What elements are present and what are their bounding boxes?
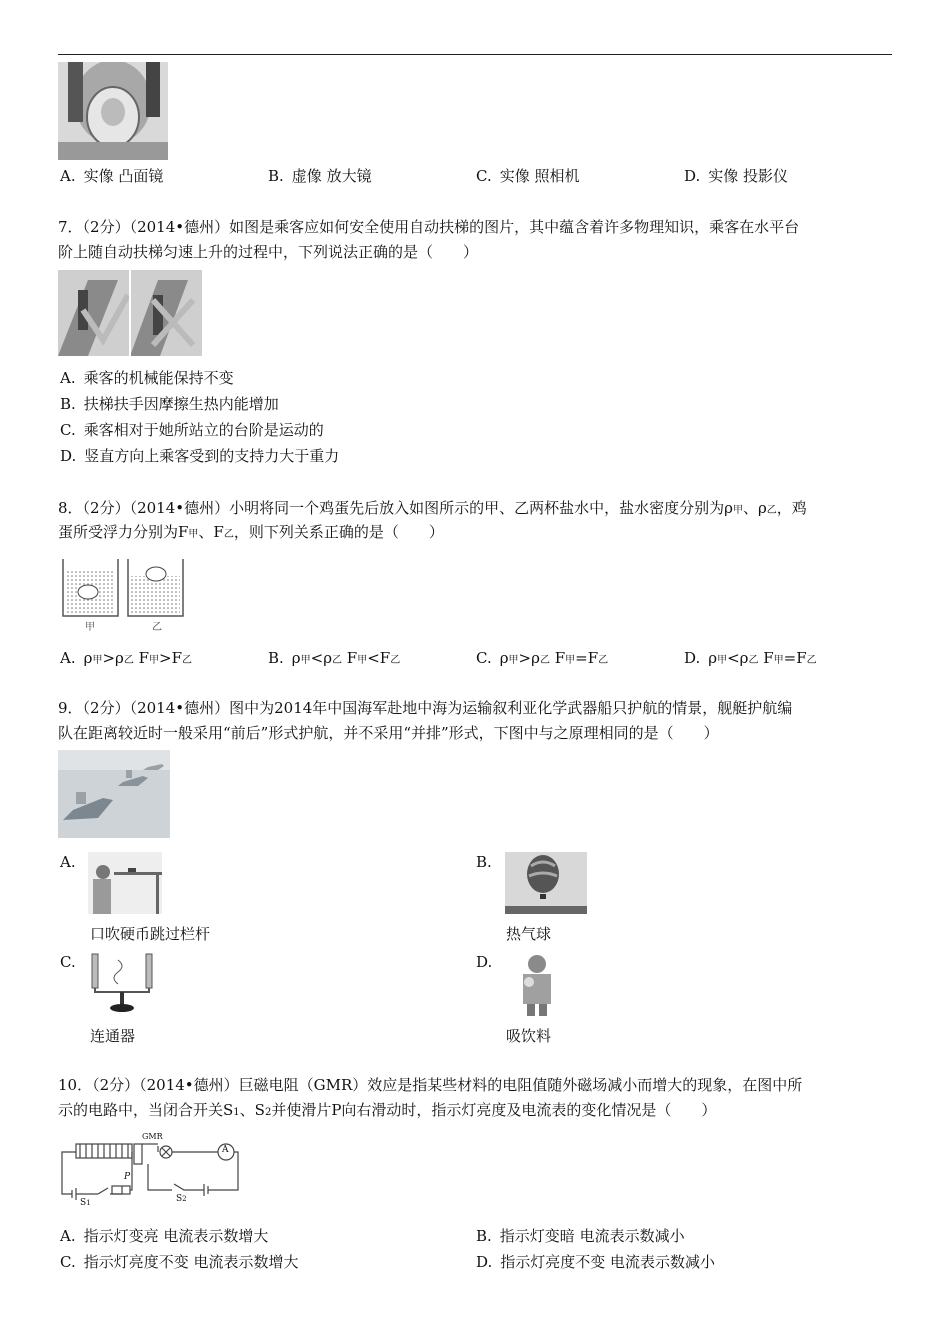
subscript: 甲 [508, 655, 519, 666]
q8-text: 、F [198, 523, 224, 541]
q8-beakers-figure [58, 554, 188, 634]
option-text: 虚像 放大镜 [291, 167, 372, 185]
q9-option-c-image[interactable] [88, 952, 158, 1014]
q8-text: 、ρ [742, 499, 767, 517]
q7-option-b[interactable] [60, 394, 279, 414]
q6-option-b[interactable] [268, 166, 372, 186]
q8-text: 8．（2分）（2014•德州）小明将同一个鸡蛋先后放入如图所示的甲、乙两杯盐水中，盐水密度分别为ρ [58, 499, 733, 517]
option-text: 竖直方向上乘客受到的支持力大于重力 [84, 447, 340, 465]
q6-option-d[interactable] [684, 166, 788, 186]
q8-text: 蛋所受浮力分别为F [58, 523, 189, 541]
q10-option-d[interactable] [476, 1252, 715, 1272]
opt-text: >ρ [102, 649, 124, 667]
option-text: 指示灯变亮 电流表示数增大 [83, 1227, 269, 1245]
subscript: 乙 [539, 655, 550, 666]
option-label: C. [476, 167, 492, 185]
subscript: 乙 [598, 655, 609, 666]
q8-stem-line2 [58, 522, 444, 545]
q7-stem-line1: 7．（2分）（2014•德州）如图是乘客应如何安全使用自动扶梯的图片，其中蕴含着许多物理知识，乘客在水平台 [58, 218, 800, 236]
s2-text: S [176, 1194, 183, 1204]
subscript: 甲 [565, 655, 576, 666]
ammeter-label: A [222, 1145, 229, 1155]
subscript: 甲 [717, 655, 728, 666]
q10-option-c[interactable] [60, 1252, 299, 1272]
subscript: 1 [86, 1199, 91, 1207]
option-label: C. [60, 1253, 76, 1271]
drinking-boy-drawing [505, 952, 569, 1016]
q9-option-c-label: C. [60, 953, 76, 971]
opt-text: >F [159, 649, 182, 667]
subscript: 甲 [357, 655, 368, 666]
q10-option-a[interactable] [60, 1226, 268, 1246]
q9-option-d-label: D. [476, 953, 493, 971]
subscript: 乙 [390, 655, 401, 666]
opt-text: ρ [708, 649, 718, 667]
q9-option-b-caption: 热气球 [506, 925, 552, 943]
subscript: 乙 [223, 529, 234, 540]
q8-option-b[interactable] [268, 648, 400, 671]
q8-stem-line1 [58, 498, 807, 521]
q6-option-c[interactable] [476, 166, 580, 186]
q7-escalator-drawing [58, 270, 202, 356]
option-text: 实像 投影仪 [708, 167, 789, 185]
opt-text: <F [367, 649, 391, 667]
subscript: 乙 [766, 505, 777, 516]
option-text: 指示灯变暗 电流表示数减小 [499, 1227, 685, 1245]
q9-ships-drawing [58, 750, 170, 838]
q9-option-b-label: B. [476, 853, 492, 871]
q9-option-a-caption: 口吹硬币跳过栏杆 [90, 925, 211, 943]
option-label: D. [60, 447, 77, 465]
q9-option-a-label: A. [60, 853, 76, 871]
subscript: 乙 [806, 655, 817, 666]
subscript: 甲 [92, 655, 103, 666]
subscript: 乙 [123, 655, 134, 666]
subscript: 甲 [149, 655, 160, 666]
subscript: 甲 [300, 655, 311, 666]
opt-text: F [133, 649, 150, 667]
switch-s2-label [176, 1194, 187, 1204]
q9-option-a-image[interactable] [88, 852, 162, 914]
top-rule [58, 54, 892, 55]
option-label: B. [268, 649, 284, 667]
option-label: B. [476, 1227, 492, 1245]
opt-text: <ρ [727, 649, 749, 667]
option-label: D. [684, 649, 701, 667]
q7-option-c[interactable] [60, 420, 324, 440]
option-text: 乘客相对于她所站立的台阶是运动的 [83, 421, 324, 439]
q9-option-d-caption: 吸饮料 [506, 1027, 552, 1045]
subscript: 甲 [188, 529, 199, 540]
subscript: 乙 [332, 655, 343, 666]
q6-option-a[interactable] [60, 166, 163, 186]
q8-option-d[interactable] [684, 648, 817, 671]
option-label: B. [60, 395, 76, 413]
option-label: C. [476, 649, 492, 667]
opt-text: ρ [83, 649, 93, 667]
opt-text: =F [783, 649, 807, 667]
q9-option-d-image[interactable] [505, 952, 569, 1016]
slider-p-label: P [124, 1172, 131, 1182]
q7-escalator-photo [58, 270, 202, 356]
opt-text: ρ [291, 649, 301, 667]
s1-text: S [80, 1198, 87, 1208]
gmr-label: GMR [142, 1132, 163, 1141]
opt-text: F [342, 649, 358, 667]
option-label: A. [60, 167, 76, 185]
hot-air-balloon-drawing [505, 852, 587, 914]
subscript: 甲 [732, 505, 743, 516]
option-text: 扶梯扶手因摩擦生热内能增加 [83, 395, 279, 413]
q7-stem-line2: 阶上随自动扶梯匀速上升的过程中，下列说法正确的是（ ） [58, 243, 479, 261]
q8-option-a[interactable] [60, 648, 192, 671]
q10-stem-line1: 10．（2分）（2014•德州）巨磁电阻（GMR）效应是指某些材料的电阻值随外磁场减小而增大的现象，在图中所 [58, 1076, 803, 1094]
q9-ships-photo [58, 750, 170, 838]
q8-option-c[interactable] [476, 648, 608, 671]
option-text: 指示灯亮度不变 电流表示数减小 [500, 1253, 716, 1271]
subscript: 乙 [748, 655, 759, 666]
opt-text: F [549, 649, 566, 667]
q10-text: 、S [239, 1101, 265, 1119]
q7-option-a[interactable] [60, 368, 234, 388]
subscript: 2 [264, 1107, 272, 1118]
opt-text: =F [575, 649, 599, 667]
option-text: 乘客的机械能保持不变 [83, 369, 234, 387]
q9-stem-line2: 队在距离较近时一般采用“前后”形式护航，并不采用“并排”形式，下图中与之原理相同的是（ ） [58, 724, 719, 742]
option-text: 指示灯亮度不变 电流表示数增大 [83, 1253, 299, 1271]
q10-text: 示的电路中，当闭合开关S [58, 1101, 234, 1119]
switch-s1-label [80, 1198, 91, 1208]
q6-photo-drawing [58, 62, 168, 160]
subscript: 2 [182, 1195, 187, 1203]
q10-option-b[interactable] [476, 1226, 685, 1246]
opt-text: <ρ [310, 649, 333, 667]
option-label: A. [60, 649, 76, 667]
cup-label-yi: 乙 [152, 622, 162, 633]
subscript: 乙 [182, 655, 192, 666]
cup-label-jia: 甲 [85, 622, 95, 633]
subscript: 1 [233, 1107, 240, 1118]
q8-text: ，鸡 [776, 499, 807, 517]
opt-text: F [758, 649, 774, 667]
q10-circuit-diagram [58, 1132, 244, 1212]
coin-blow-drawing [88, 852, 162, 914]
opt-text: ρ [499, 649, 509, 667]
q6-photo [58, 62, 168, 160]
q8-text: ，则下列关系正确的是（ ） [233, 523, 444, 541]
subscript: 甲 [773, 655, 784, 666]
option-label: D. [476, 1253, 493, 1271]
q10-text: 并使滑片P向右滑动时，指示灯亮度及电流表的变化情况是（ ） [271, 1101, 717, 1119]
option-label: B. [268, 167, 284, 185]
q9-stem-line1: 9．（2分）（2014•德州）图中为2014年中国海军赴地中海为运输叙利亚化学武器船只护航的情景，舰艇护航编 [58, 699, 793, 717]
q8-beakers-drawing [58, 554, 188, 634]
option-text: 实像 照相机 [499, 167, 580, 185]
option-label: A. [60, 1227, 76, 1245]
connected-vessels-drawing [88, 952, 158, 1014]
option-text: 实像 凸面镜 [83, 167, 164, 185]
q10-stem-line2 [58, 1100, 716, 1123]
option-label: A. [60, 369, 76, 387]
option-label: D. [684, 167, 701, 185]
q7-option-d[interactable] [60, 446, 339, 466]
opt-text: >ρ [518, 649, 540, 667]
q9-option-b-image[interactable] [505, 852, 587, 914]
option-label: C. [60, 421, 76, 439]
q9-option-c-caption: 连通器 [90, 1027, 136, 1045]
